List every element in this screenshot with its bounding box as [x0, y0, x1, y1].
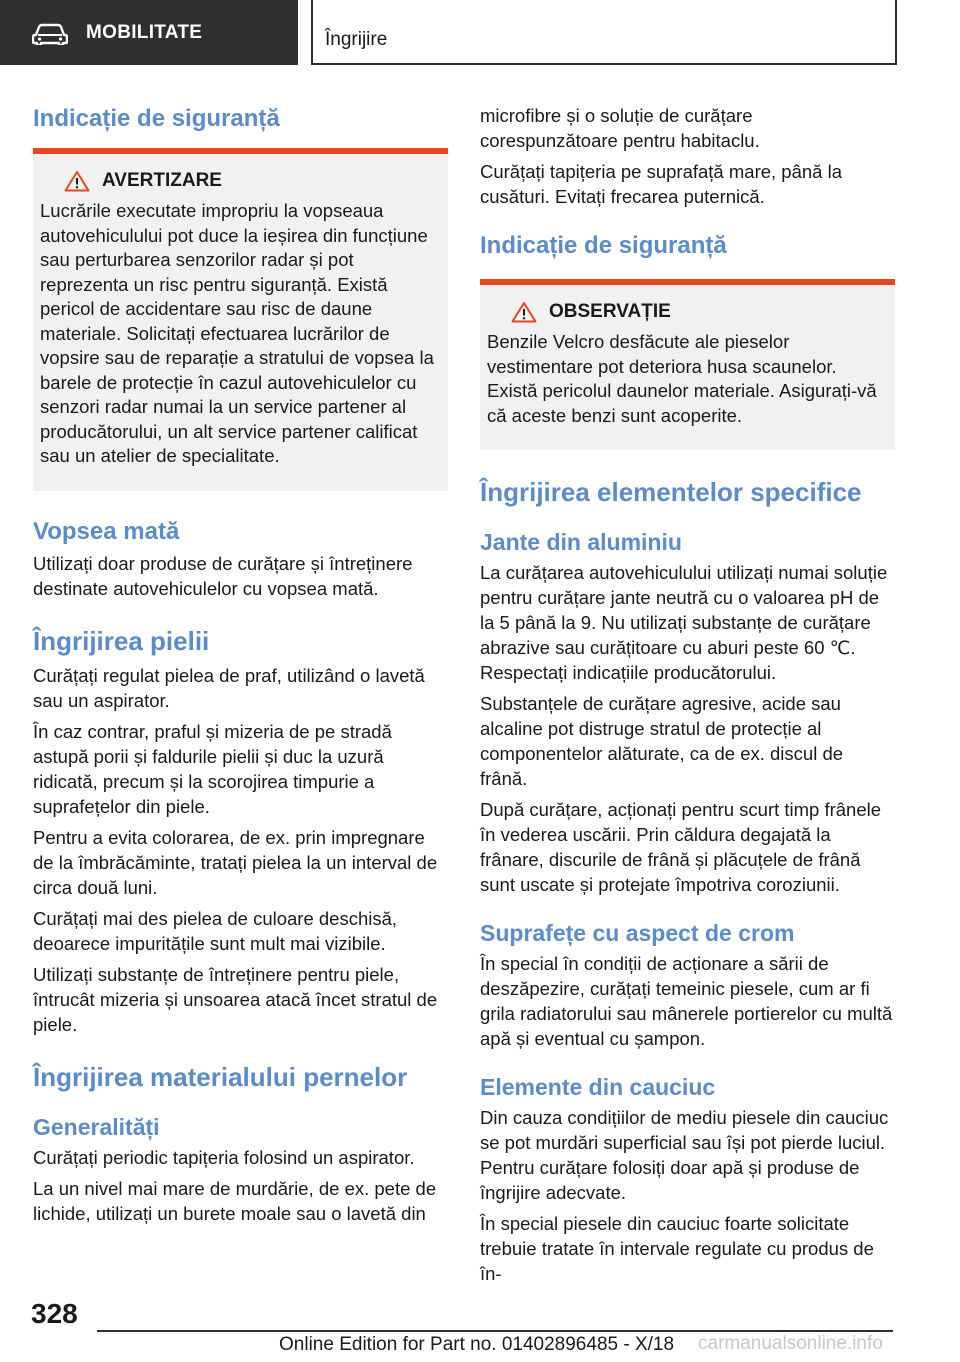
warning-title	[40, 168, 441, 194]
car-icon	[32, 21, 68, 45]
watermark: carmanualsonline.info	[698, 1333, 883, 1354]
chrome-paragraph: În special în condiții de acționare a sării de deszăpezire, curățați temeinic piesele, cum ar fi grila radiatorului sau mânerele portierelor cu multă apă și eventual cu șampon.	[480, 953, 893, 1049]
warning-title-text: AVERTIZARE	[102, 170, 222, 191]
cushion-continued-2: Curățați tapițeria pe suprafață mare, până la cusături. Evitați frecarea puternică.	[480, 161, 842, 207]
leather-paragraph-3: Pentru a evita colorarea, de ex. prin impregnare de la îmbrăcăminte, tratați pielea la un interval de circa două luni.	[33, 826, 438, 898]
edition-text: Online Edition for Part no. 01402896485 - X/18	[279, 1334, 675, 1355]
leather-paragraph-1: Curățați regulat pielea de praf, utilizând o lavetă sau un aspirator.	[33, 664, 425, 711]
right-column	[480, 98, 895, 1286]
leather-paragraph-5: Utilizați substanțe de întreținere pentru piele, întrucât mizeria și unsoarea atacă încet stratul de piele.	[33, 963, 438, 1035]
leather-paragraph-4: Curățați mai des pielea de culoare deschisă, deoarece impuritățile sunt mult mai vizibile.	[33, 907, 398, 954]
warning-box	[33, 154, 448, 491]
warning-text: Lucrările executate impropriu la vopseaua autovehiculului pot duce la ieșirea din funcțiune sau perturbarea senzorilor radar și pot reprezenta un risc pentru siguranță. Există pericol de accidentare sau risc de daune materiale. Solicitați efectuarea lucrărilor de vopsire sau de reparație a stratului de vopsea la barele de protecție în cazul autovehiculelor cu senzori radar numai la un service partener al producătorului, un alt service partener calificat sau un atelier de specialitate.	[40, 200, 434, 466]
cushion-paragraph-1: Curățați periodic tapițeria folosind un aspirator.	[33, 1146, 415, 1168]
safety-heading-2: Indicație de siguranță	[480, 232, 727, 259]
leather-heading: Îngrijirea pielii	[33, 625, 210, 656]
cushion-subheading: Generalități	[33, 1113, 160, 1140]
rubber-heading: Elemente din cauciuc	[480, 1074, 716, 1100]
note-title	[487, 299, 888, 325]
matte-paragraph: Utilizați doar produse de curățare și întreținere destinate autovehiculelor cu vopsea mată.	[33, 552, 413, 599]
wheels-heading: Jante din aluminiu	[480, 529, 682, 555]
left-column	[33, 98, 448, 1226]
note-text: Benzile Velcro desfăcute ale pieselor vestimentare pot deteriora husa scaunelor. Există pericolul daunelor materiale. Asigurați-vă că aceste benzi sunt acoperite.	[487, 331, 877, 426]
wheels-paragraph-1: La curățarea autovehiculului utilizați numai soluție pentru curățare jante neutră cu o valoarea pH de la 5 până la 9. Nu utilizați substanțe de curățare abrazive sau curățitoare cu aburi peste 60 ℃. Respectați indicațiile producătorului.	[480, 562, 888, 683]
specific-heading: Îngrijirea elementelor specifice	[480, 477, 862, 507]
wheels-paragraph-2: Substanțele de curățare agresive, acide sau alcaline pot distruge stratul de protecție al componentelor alăturate, ca de ex. discul de frână.	[480, 693, 844, 789]
footer-rule	[97, 1330, 893, 1332]
warning-triangle-icon	[64, 170, 90, 192]
rubber-paragraph-2: În special piesele din cauciuc foarte solicitate trebuie tratate în intervale regulate cu produs de în-	[480, 1213, 874, 1284]
section-tab[interactable]	[0, 0, 298, 65]
chapter-tab[interactable]	[311, 0, 897, 65]
chapter-label: Îngrijire	[325, 29, 388, 50]
safety-heading: Indicație de siguranță	[33, 105, 280, 132]
page-number: 328	[31, 1298, 78, 1329]
warning-triangle-icon	[511, 301, 537, 323]
wheels-paragraph-3: După curățare, acționați pentru scurt timp frânele în vederea uscării. Prin căldura degajată la frânare, discurile de frână și plăcuțele de frână sunt uscate și protejate împotriva coroziunii.	[480, 799, 882, 895]
note-box	[480, 285, 895, 450]
section-label: MOBILITATE	[86, 21, 203, 43]
leather-paragraph-2: În caz contrar, praful și mizeria de pe stradă astupă porii și faldurile pielii și duc la uzură ridicată, precum și la scorojirea timpurie a suprafețelor din piele.	[33, 720, 392, 817]
cushion-paragraph-2: La un nivel mai mare de murdărie, de ex. pete de lichide, utilizați un burete moale sau o lavetă din	[33, 1177, 437, 1224]
rubber-paragraph-1: Din cauza condițiilor de mediu piesele din cauciuc se pot murdări superficial sau își pot pierde luciul. Pentru curățare folosiți doar apă și produse de îngrijire adecvate.	[480, 1107, 889, 1203]
note-title-text: OBSERVAȚIE	[549, 301, 671, 322]
matte-heading: Vopsea mată	[33, 517, 180, 545]
chrome-heading: Suprafețe cu aspect de crom	[480, 920, 795, 946]
cushion-heading: Îngrijirea materialului pernelor	[33, 1061, 408, 1092]
cushion-continued-1: microfibre și o soluție de curățare corespunzătoare pentru habitaclu.	[480, 105, 760, 151]
